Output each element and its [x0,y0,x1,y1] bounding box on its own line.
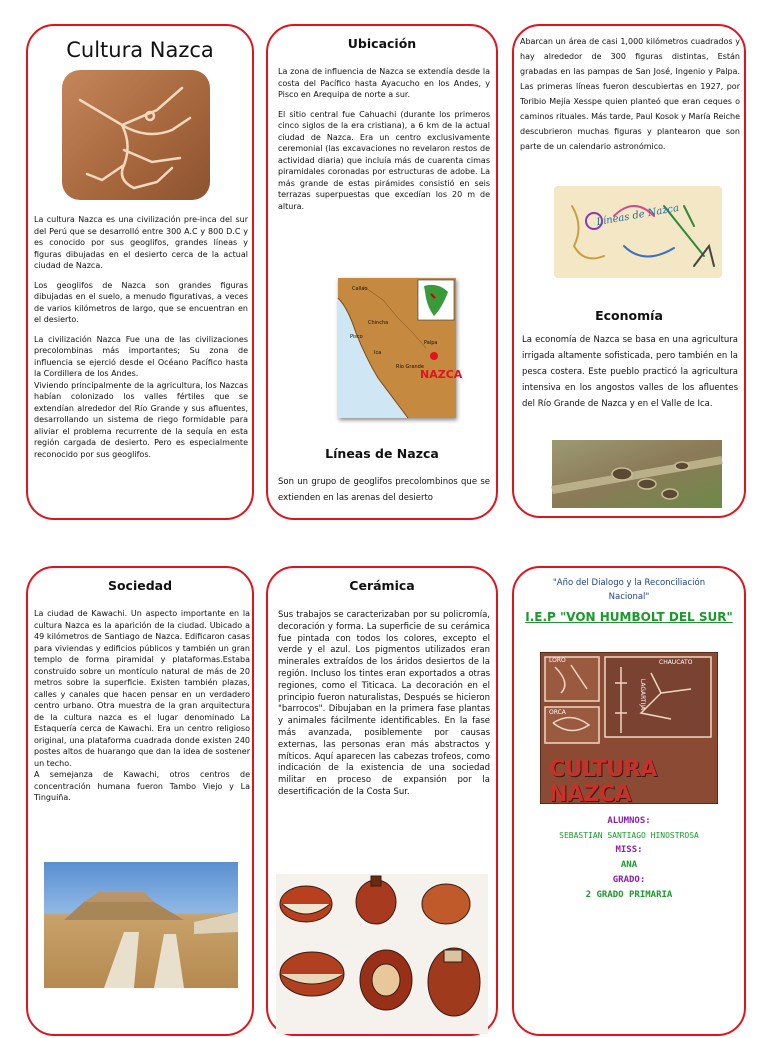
map-label-chincha: Chincha [368,320,389,326]
lineas-illustration-caption: Líneas de Nazca [595,202,680,229]
cover-label-loro: LORO [549,657,566,664]
cahuachi-paragraph: El sitio central fue Cahuachi (durante los primeros cinco siglos de la era cristiana), a 6 km de la actual ciudad de Nazca. Era un centro exclusivamente ceremonial (las excavaciones no revelaron restos de actividad diaria) que incluía más de cuarenta cimas piramidales coronadas por estructuras de adobe. La más grande de estas pirámides consistió en seis terrazas superpuestas que excedían los 20 m de altura. [278,109,490,211]
cultura-nazca-cover-image [540,652,718,807]
panel-sociedad [26,566,254,1036]
panel-title: Ubicación [347,36,417,51]
nazca-map-image [338,278,463,418]
panel-title: Cultura Nazca [66,38,214,62]
lineas-intro-text: Son un grupo de geoglifos precolombinos que se extienden en las arenas del desierto [278,477,490,503]
alumnos-label: ALUMNOS: [607,816,651,826]
ceramica-text: Sus trabajos se caracterizaban por su policromía, decoración y forma. La superficie de su cerámica fue pintada con todos los colores, excepto el verde y el azul. Los pigmentos utilizados eran minerales extraídos de los áridos desiertos de la región. Incluso los tintes eran exportados a otras regiones, como el Titicaca. La decoración en el principio fueron naturalistas, Después se hicieron "barrocos". Dibujaban en la primera fase plantas y animales fácilmente identificables. En la fase más avanzada, posiblemente por causas externas, las personas eran más abstractos y míticos. Aquí aparecen las cabezas trofeos, como indicación de la existencia de una sociedad militar en proceso de expansión por la desertificación de la Costa Sur. [278,610,490,797]
alumnos-value: SEBASTIAN SANTIAGO HINOSTROSA [559,831,699,840]
cover-label-lagartija: LAGARTIJA [639,678,647,711]
economia-text: La economía de Nazca se basa en una agricultura irrigada altamente sofisticada, pero también en la pesca costera. Este pueblo practicó la agricultura intensiva en los angostos valles de los afluentes del Río Grande de Nazca y en el Valle de Ica. [522,335,738,409]
cover-label-chaucato: CHAUCATO [659,659,693,666]
map-label-palpa: Palpa [424,340,438,346]
lineas-section-title: Líneas de Nazca [325,446,439,461]
miss-label: MISS: [615,845,643,855]
panel-ubicacion [266,24,498,520]
hummingbird-geoglyph-image [62,70,210,200]
panel-title: Sociedad [107,578,173,593]
map-label-rio-grande: Río Grande [396,364,424,370]
year-motto: "Año del Dialogo y la Reconciliación Nacional" [552,578,706,602]
intro-paragraph: La cultura Nazca es una civilización pre-inca del sur del Perú que se desarrolló entre 300 A.C y 800 D.C y es conocido por sus geoglifos, grandes líneas y figuras dibujadas en el desierto cerca de la actual ciudad de Nazca. [34,215,248,270]
panel-ceramica [266,566,498,1036]
map-label-callao: Callao [352,286,368,292]
lineas-detail-text: Abarcan un área de casi 1,000 kilómetros cuadrados y hay alrededor de 300 figuras distintas, Están grabadas en las pampas de San José, Ingenio y Palpa. Las primeras líneas fueron descubiertas en 1927, por Toribio Mejía Xesspe quien planteó que eran ceques o caminos rituales. Más tarde, Paul Kosok y María Reiche descubrieron muchas figuras y plantearon que son parte de un calendario astronómico. [520,37,740,151]
panel-portada [512,566,746,1036]
sociedad-text: La ciudad de Kawachi. Un aspecto importante en la cultura Nazca es la aparición de la ciudad. Ubicado a 49 kilómetros de Santiago de Nazca. Edificaron casas para viviendas y edificios públicos y también un gran templo de forma piramidal y plataformas.Estaba construido sobre un montículo natural de más de 20 metros sobre la superficie. Existen también plazas, calles y canales que hacen pensar en un verdadero centro urbano. Otra muestra de la gran arquitectura de la cultura nazca es el lugar denominado La Estaquería cerca de Kawachi. Era un centro religioso original, una plataforma cuadrada donde existen 240 postes altos de huarango que dan la idea de sostener un techo. A semejanza de Kawachi, otros centros de concentración humana fueron Tambo Viejo y La Tinguiña. [34,609,250,802]
miss-value: ANA [620,860,638,870]
map-nazca-label: NAZCA [420,368,463,381]
cover-title: CULTURA NAZCA [549,757,657,807]
school-name: I.E.P "VON HUMBOLT DEL SUR" [525,610,733,624]
panel-title: Cerámica [349,578,415,593]
grado-value: 2 GRADO PRIMARIA [585,890,673,900]
grado-label: GRADO: [612,875,646,885]
lineas-nazca-illustration [554,186,722,278]
civilization-paragraph: La civilización Nazca Fue una de las civilizaciones precolombinas más importantes; Su zona de influencia se ejerció desde el Océano Pacífico hasta la Cordillera de los Andes. Viviendo principalmente de la agricultura, los Nazcas habían colonizado los valles fértiles que se extendían alrededor del Río Grande y sus afluentes, desarrollando un sistema de riego formidable para aliviar el problema recurrente de la sequía en esta región cargada de desierto. Pero es especialmente reconocido por sus geoglifos. [34,334,248,459]
location-paragraph: La zona de influencia de Nazca se extendía desde la costa del Pacífico hasta Ayacucho en los Andes, y Pisco en Arequipa de norte a sur. [278,67,490,99]
map-label-ica: Ica [374,350,382,356]
panel-lineas-economia [512,24,746,518]
panel-cultura-nazca [26,24,254,520]
nazca-ceramics-image [276,874,488,1034]
geoglyphs-paragraph: Los geoglifos de Nazca son grandes figuras dibujadas en el suelo, a menudo figurativas, a veces de varios kilómetros de largo, que se encuentran en el desierto. [34,280,248,324]
cover-label-orca: ORCA [549,709,566,716]
economia-section-title: Economía [595,308,663,323]
kawachi-pyramid-image [44,862,238,988]
map-label-pisco: Pisco [350,334,363,340]
cantalloc-aqueducts-image [552,440,722,508]
